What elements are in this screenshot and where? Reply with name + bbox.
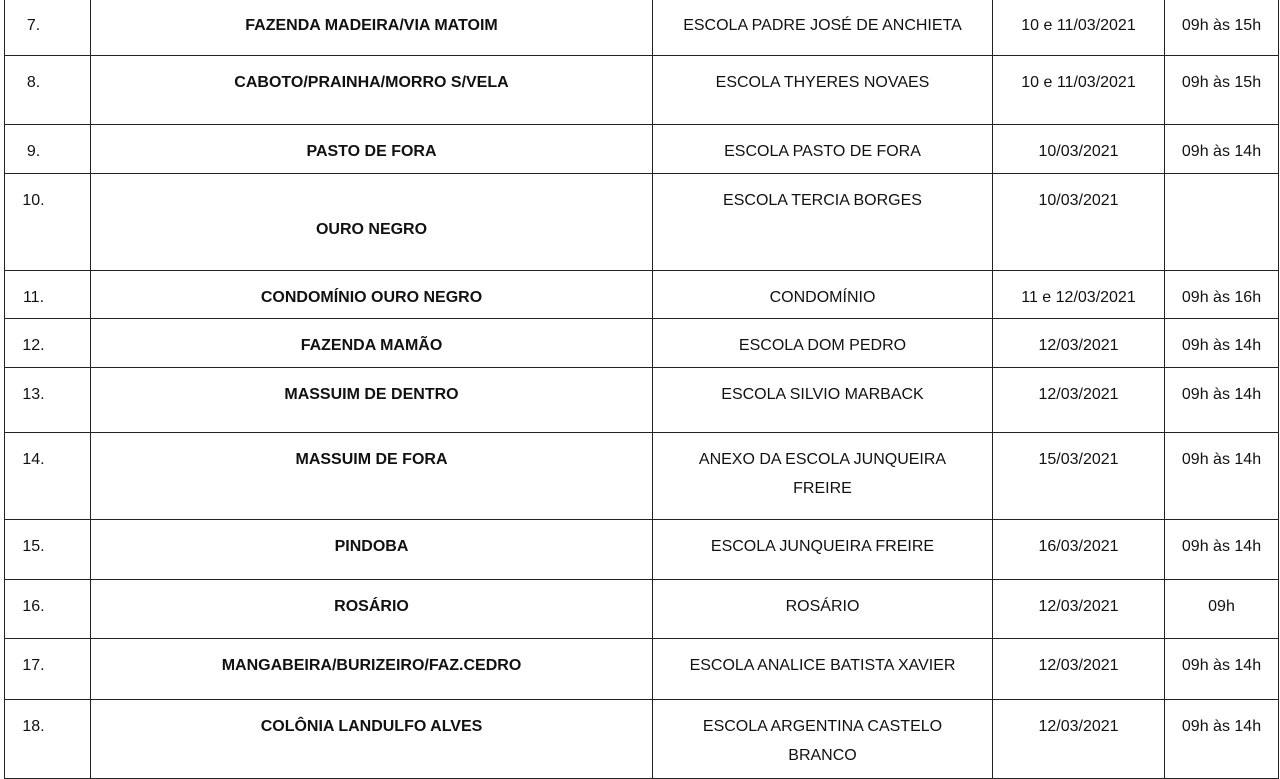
row-number: 11.	[5, 271, 91, 319]
row-number: 14.	[5, 433, 91, 520]
time-cell: 09h às 14h	[1165, 433, 1279, 520]
date-cell: 12/03/2021	[993, 368, 1165, 433]
table-row	[5, 0, 1279, 56]
venue-cell: CONDOMÍNIO	[653, 271, 993, 319]
date-cell: 10/03/2021	[993, 125, 1165, 174]
table-row	[5, 433, 1279, 520]
row-number: 13.	[5, 368, 91, 433]
location-cell: MASSUIM DE DENTRO	[91, 368, 653, 433]
location-cell: CABOTO/PRAINHA/MORRO S/VELA	[91, 56, 653, 125]
table-row	[5, 700, 1279, 779]
row-number: 17.	[5, 639, 91, 700]
location-cell: MASSUIM DE FORA	[91, 433, 653, 520]
date-cell: 10 e 11/03/2021	[993, 56, 1165, 125]
venue-cell: ESCOLA ANALICE BATISTA XAVIER	[653, 639, 993, 700]
location-cell: OURO NEGRO	[91, 174, 653, 271]
time-cell: 09h às 14h	[1165, 125, 1279, 174]
time-cell: 09h às 14h	[1165, 700, 1279, 779]
time-cell: 09h às 15h	[1165, 56, 1279, 125]
table-row	[5, 56, 1279, 125]
date-cell: 15/03/2021	[993, 433, 1165, 520]
date-cell: 11 e 12/03/2021	[993, 271, 1165, 319]
table-row	[5, 368, 1279, 433]
row-number: 7.	[5, 0, 91, 56]
venue-cell: ROSÁRIO	[653, 580, 993, 639]
table-row	[5, 174, 1279, 271]
table-row	[5, 580, 1279, 639]
table-row	[5, 319, 1279, 368]
table-row	[5, 520, 1279, 580]
row-number: 12.	[5, 319, 91, 368]
venue-cell: ESCOLA TERCIA BORGES	[653, 174, 993, 271]
location-cell: PASTO DE FORA	[91, 125, 653, 174]
time-cell: 09h às 14h	[1165, 319, 1279, 368]
location-cell: ROSÁRIO	[91, 580, 653, 639]
date-cell: 12/03/2021	[993, 580, 1165, 639]
location-cell: FAZENDA MADEIRA/VIA MATOIM	[91, 0, 653, 56]
location-cell: CONDOMÍNIO OURO NEGRO	[91, 271, 653, 319]
row-number: 15.	[5, 520, 91, 580]
venue-cell: ESCOLA DOM PEDRO	[653, 319, 993, 368]
table-row	[5, 271, 1279, 319]
table-row	[5, 639, 1279, 700]
schedule-table	[4, 0, 1279, 779]
row-number: 9.	[5, 125, 91, 174]
date-cell: 10/03/2021	[993, 174, 1165, 271]
venue-cell: ESCOLA THYERES NOVAES	[653, 56, 993, 125]
time-cell: 09h às 15h	[1165, 0, 1279, 56]
row-number: 8.	[5, 56, 91, 125]
date-cell: 10 e 11/03/2021	[993, 0, 1165, 56]
venue-cell: ESCOLA PADRE JOSÉ DE ANCHIETA	[653, 0, 993, 56]
time-cell	[1165, 174, 1279, 271]
venue-cell: ANEXO DA ESCOLA JUNQUEIRA FREIRE	[653, 433, 993, 520]
venue-cell: ESCOLA JUNQUEIRA FREIRE	[653, 520, 993, 580]
location-cell: PINDOBA	[91, 520, 653, 580]
table-row	[5, 125, 1279, 174]
row-number: 10.	[5, 174, 91, 271]
time-cell: 09h às 16h	[1165, 271, 1279, 319]
date-cell: 12/03/2021	[993, 639, 1165, 700]
time-cell: 09h às 14h	[1165, 639, 1279, 700]
time-cell: 09h às 14h	[1165, 520, 1279, 580]
date-cell: 12/03/2021	[993, 700, 1165, 779]
location-cell: FAZENDA MAMÃO	[91, 319, 653, 368]
time-cell: 09h	[1165, 580, 1279, 639]
location-cell: COLÔNIA LANDULFO ALVES	[91, 700, 653, 779]
venue-cell: ESCOLA ARGENTINA CASTELO BRANCO	[653, 700, 993, 779]
venue-cell: ESCOLA PASTO DE FORA	[653, 125, 993, 174]
time-cell: 09h às 14h	[1165, 368, 1279, 433]
venue-cell: ESCOLA SILVIO MARBACK	[653, 368, 993, 433]
row-number: 18.	[5, 700, 91, 779]
date-cell: 12/03/2021	[993, 319, 1165, 368]
date-cell: 16/03/2021	[993, 520, 1165, 580]
row-number: 16.	[5, 580, 91, 639]
location-cell: MANGABEIRA/BURIZEIRO/FAZ.CEDRO	[91, 639, 653, 700]
